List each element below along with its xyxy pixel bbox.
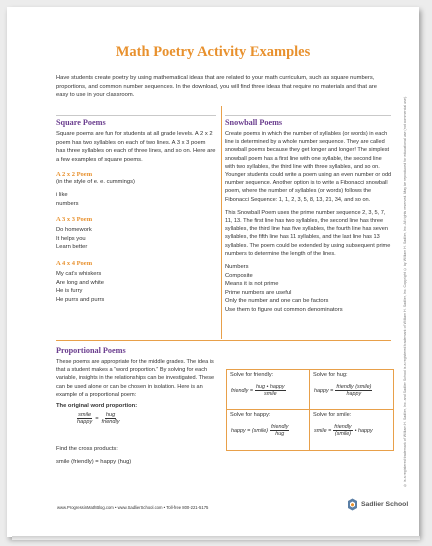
ratio-denominator: happy <box>77 419 93 425</box>
snowball-example-text: This Snowball Poem uses the prime number sequence 2, 3, 5, 7, 11, 13. The first line has two syllables, the second line has three syllables, the third line has five syllables, the fourth line has seven syllables, the fifth line has 11 syllables, and the last line has 13 syllables. The poem could be extended by using subsequent prime numbers to determine the length of the lines. <box>225 209 391 257</box>
formula-lhs: happy = <box>314 387 334 394</box>
solve-hug-cell <box>310 370 392 409</box>
solve-formula <box>314 424 373 437</box>
copyright-note: ® is a registered trademark of William H. Sadlier, Inc. and Sadlier School is a registered trademark of William H. Sadlier, Inc. Copyright © by William H. Sadlier, Inc. All rights reserved. May be reproduced for educational use (not commercial use). <box>403 95 407 487</box>
solve-label: Solve for happy: <box>230 412 271 418</box>
poem-line: Numbers <box>225 264 249 271</box>
solve-label: Solve for friendly: <box>230 372 274 378</box>
poem-2x2-heading: A 2 x 2 Poem <box>56 171 93 179</box>
poem-line: Prime numbers are useful <box>225 289 292 296</box>
snowball-poems-text: Create poems in which the number of syllables (or words) in each line is determined by a whole number sequence. They are called snowball poems because they get longer and longer! The simplest snowball poem has a first line with one syllable, the second line with two syllables, the third line with three syllables, and so on. Younger students could write a poem using an even number or odd number sequence. Another option is to write a Fibonacci snowball poem, where the number of syllables (or words) follows the Fibonacci Sequence: 1, 1, 2, 3, 5, 8, 13, 21, 34, and so on. <box>225 131 392 203</box>
formula-numerator: friendly (smile) <box>336 384 372 390</box>
ratio-numerator: smile <box>78 412 92 418</box>
snowball-poem <box>225 263 392 315</box>
solve-formula <box>231 384 286 397</box>
solve-formula <box>231 424 289 437</box>
footer-links: www.ProgressinMathBlog.com • www.SadlierSchool.com • Toll-free 800-221-5175 <box>57 505 209 510</box>
poem-3x3-heading: A 3 x 3 Poem <box>56 216 93 224</box>
poem-line: Composite <box>225 272 253 279</box>
poem-line: Are long and white <box>56 279 105 286</box>
poem-line: i like <box>56 191 68 198</box>
page-title: Math Poetry Activity Examples <box>115 44 311 60</box>
solve-friendly-cell <box>227 370 309 409</box>
solve-label: Solve for smile: <box>313 412 352 418</box>
proportional-poems-heading: Proportional Poems <box>56 346 126 355</box>
snowball-poems-heading: Snowball Poems <box>225 118 283 127</box>
solve-grid <box>226 369 394 451</box>
formula-tail: • happy <box>354 427 373 434</box>
solve-formula <box>314 384 372 397</box>
section-divider <box>56 340 391 341</box>
formula-lhs: happy = (smile) <box>231 427 269 434</box>
divider <box>225 115 391 116</box>
cross-products-label: Find the cross products: <box>56 446 118 452</box>
poem-line: My cat’s whiskers <box>56 270 102 277</box>
formula-denominator: (smile) <box>334 431 352 437</box>
poem-line: Only the number and one can be factors <box>225 298 329 305</box>
original-proportion-label: The original word proportion: <box>56 403 138 410</box>
poem-line: Use them to figure out common denominators <box>225 307 343 314</box>
cross-products-equation: smile (friendly) = happy (hug) <box>56 459 132 465</box>
word-proportion <box>77 412 120 425</box>
snowball-poems-section <box>225 118 392 315</box>
solve-happy-cell <box>227 410 309 449</box>
poem-2x2-subtitle: (in the style of e. e. cummings) <box>56 179 135 186</box>
square-poems-text: Square poems are fun for students at all grade levels. A 2 x 2 poem has two syllables on each of two lines. A 3 x 3 poem has three syllables on each of three lines, and so on. Here are a few examples of square poems. <box>56 131 216 163</box>
sadlier-logo <box>347 498 408 511</box>
column-divider <box>221 106 222 339</box>
formula-denominator: smile <box>264 391 277 397</box>
divider <box>56 115 216 116</box>
solve-smile-cell <box>310 410 392 449</box>
formula-numerator: friendly <box>271 424 289 430</box>
poem-line: He is furry <box>56 288 83 295</box>
ratio-numerator: hug <box>105 412 116 418</box>
equals-sign: = <box>95 415 99 422</box>
poem-4x4-heading: A 4 x 4 Poem <box>56 259 93 267</box>
formula-denominator: happy <box>346 391 362 397</box>
proportional-poems-text: These poems are appropriate for the middle grades. The idea is that a student makes a “word proportion.” By solving for each variable, insights in the relationships can be investigated. These can be used alone or can be chosen in isolation. Here is an example of a proportional poem: <box>56 359 215 398</box>
sadlier-logo-icon <box>347 498 358 511</box>
poem-line: Learn better <box>56 244 88 251</box>
intro-paragraph: Have students create poetry by using mathematical ideas that are related to your math curriculum, such as square numbers, proportions, and common number sequences. In the download, you will find three ideas that require no materials and that are easy to use in your classroom. <box>56 75 377 99</box>
square-poems-heading: Square Poems <box>56 118 106 127</box>
logo-text: Sadlier School <box>361 501 409 508</box>
formula-lhs: smile = <box>314 427 332 434</box>
square-poems-section <box>56 118 216 304</box>
ratio-denominator: friendly <box>101 419 120 425</box>
proportional-poems-section <box>56 346 218 411</box>
solve-label: Solve for hug: <box>313 372 348 378</box>
poem-line: Means it is not prime <box>225 281 279 288</box>
poem-line: numbers <box>56 200 79 207</box>
formula-numerator: friendly <box>334 424 352 430</box>
poem-line: It helps you <box>56 235 86 242</box>
formula-lhs: friendly = <box>231 387 254 394</box>
poem-line: He purrs and purrs <box>56 296 105 303</box>
worksheet-page <box>7 7 419 537</box>
formula-denominator: hug <box>275 431 285 437</box>
formula-numerator: hug • happy <box>256 384 285 390</box>
page-shadow <box>12 536 420 540</box>
poem-line: Do homework <box>56 227 92 234</box>
